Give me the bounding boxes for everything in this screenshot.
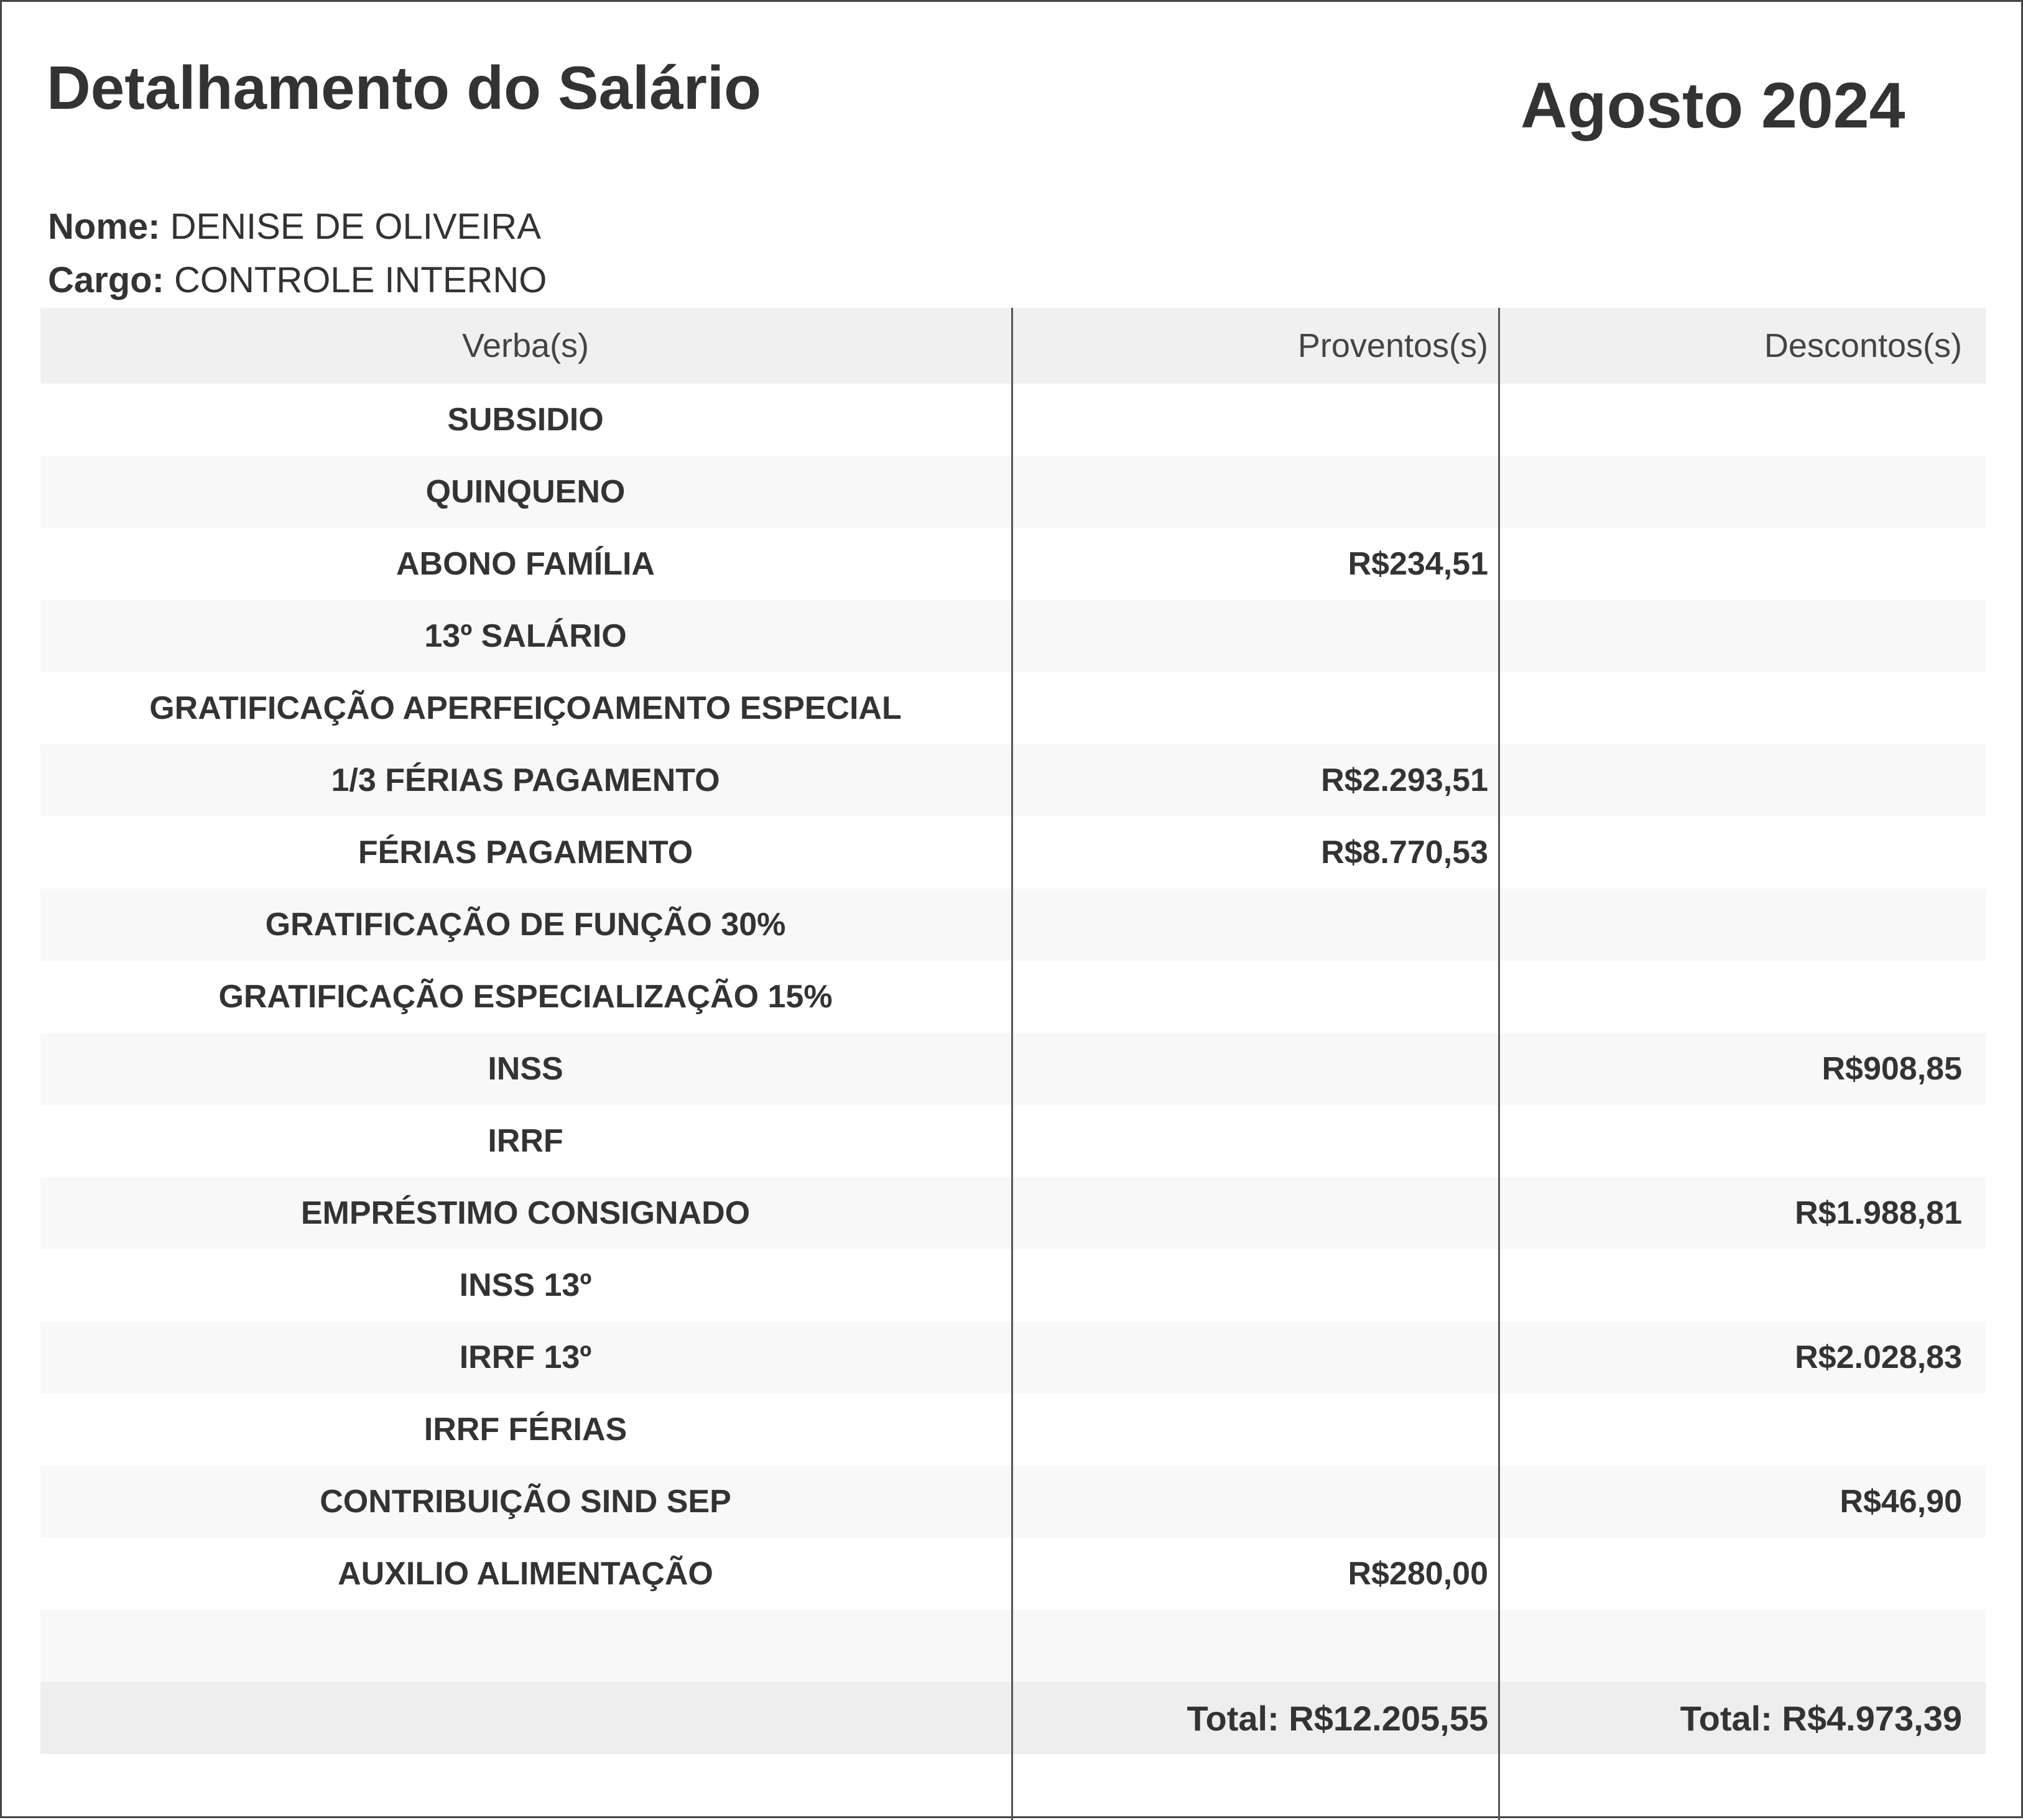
descontos-cell: R$1.988,81 xyxy=(1795,1195,1962,1231)
verba-cell: GRATIFICAÇÃO APERFEIÇOAMENTO ESPECIAL xyxy=(149,690,902,726)
verba-cell: GRATIFICAÇÃO ESPECIALIZAÇÃO 15% xyxy=(218,979,833,1015)
descontos-cell xyxy=(1501,816,1986,889)
column-divider-right xyxy=(1498,308,1500,1820)
descontos-cell xyxy=(1501,744,1986,816)
table-row xyxy=(40,600,1986,672)
table-row xyxy=(40,1610,1986,1682)
name-value: DENISE DE OLIVEIRA xyxy=(170,206,541,247)
proventos-cell: R$280,00 xyxy=(1348,1556,1488,1592)
proventos-cell xyxy=(1011,1105,1513,1177)
total-proventos: Total: R$12.205,55 xyxy=(1187,1698,1488,1738)
totals-row xyxy=(40,1682,1986,1754)
descontos-cell xyxy=(1501,456,1986,528)
table-header-row xyxy=(40,308,1986,384)
verba-cell: INSS 13º xyxy=(459,1267,592,1303)
table-row xyxy=(40,1033,1986,1105)
proventos-cell xyxy=(1011,1249,1513,1321)
verba-cell: AUXILIO ALIMENTAÇÃO xyxy=(338,1556,713,1592)
table-row xyxy=(40,1105,1986,1177)
proventos-cell xyxy=(1011,600,1513,672)
descontos-cell xyxy=(1501,528,1986,600)
proventos-cell xyxy=(1011,1393,1513,1466)
proventos-cell: R$234,51 xyxy=(1348,546,1488,582)
table-row xyxy=(40,961,1986,1033)
employee-name xyxy=(48,206,541,247)
verba-cell: SUBSIDIO xyxy=(447,402,604,438)
table-row xyxy=(40,672,1986,744)
column-header-descontos: Descontos(s) xyxy=(1764,327,1962,364)
table-row xyxy=(40,1321,1986,1393)
table-row xyxy=(40,816,1986,889)
table-row xyxy=(40,1393,1986,1466)
descontos-cell: R$46,90 xyxy=(1840,1484,1962,1520)
descontos-cell xyxy=(1501,961,1986,1033)
table-row xyxy=(40,1466,1986,1538)
descontos-cell xyxy=(1501,1610,1986,1682)
total-descontos: Total: R$4.973,39 xyxy=(1680,1698,1962,1738)
proventos-cell xyxy=(1011,672,1513,744)
role-label: Cargo: xyxy=(48,260,164,300)
totals-empty-cell xyxy=(40,1682,1011,1754)
descontos-cell xyxy=(1501,384,1986,456)
verba-cell: QUINQUENO xyxy=(425,474,626,510)
table-row xyxy=(40,528,1986,600)
verba-cell: IRRF FÉRIAS xyxy=(424,1411,627,1448)
proventos-cell xyxy=(1011,456,1513,528)
verba-cell: IRRF 13º xyxy=(459,1339,592,1375)
column-header-proventos: Proventos(s) xyxy=(1297,327,1488,364)
proventos-cell xyxy=(1011,961,1513,1033)
table-row xyxy=(40,456,1986,528)
proventos-cell: R$8.770,53 xyxy=(1321,834,1488,871)
table-row xyxy=(40,1538,1986,1610)
verba-cell: 13º SALÁRIO xyxy=(424,618,627,654)
proventos-cell xyxy=(1011,1610,1513,1682)
role-value: CONTROLE INTERNO xyxy=(174,260,547,300)
verba-cell: CONTRIBUIÇÃO SIND SEP xyxy=(320,1484,731,1520)
descontos-cell xyxy=(1501,672,1986,744)
descontos-cell xyxy=(1501,1393,1986,1466)
verba-cell: GRATIFICAÇÃO DE FUNÇÃO 30% xyxy=(265,907,786,943)
descontos-cell: R$908,85 xyxy=(1822,1051,1962,1087)
employee-role xyxy=(48,259,547,301)
table-row xyxy=(40,889,1986,961)
verba-cell: EMPRÉSTIMO CONSIGNADO xyxy=(300,1195,751,1231)
descontos-cell xyxy=(1501,1249,1986,1321)
descontos-cell xyxy=(1501,889,1986,961)
proventos-cell xyxy=(1011,1033,1513,1105)
verba-cell xyxy=(40,1610,1011,1682)
descontos-cell: R$2.028,83 xyxy=(1795,1339,1962,1375)
column-header-verba: Verba(s) xyxy=(461,327,590,364)
descontos-cell xyxy=(1501,1538,1986,1610)
proventos-cell xyxy=(1011,889,1513,961)
verba-cell: 1/3 FÉRIAS PAGAMENTO xyxy=(331,762,720,798)
table-row xyxy=(40,384,1986,456)
page-title: Detalhamento do Salário xyxy=(47,53,762,122)
proventos-cell: R$2.293,51 xyxy=(1321,762,1488,798)
verba-cell: INSS xyxy=(488,1051,563,1087)
descontos-cell xyxy=(1501,600,1986,672)
proventos-cell xyxy=(1011,1177,1513,1249)
verba-cell: ABONO FAMÍLIA xyxy=(396,546,655,582)
proventos-cell xyxy=(1011,384,1513,456)
table-row xyxy=(40,1177,1986,1249)
verba-cell: FÉRIAS PAGAMENTO xyxy=(358,834,693,871)
proventos-cell xyxy=(1011,1321,1513,1393)
period-label: Agosto 2024 xyxy=(1521,70,1905,142)
table-row xyxy=(40,1249,1986,1321)
table-row xyxy=(40,744,1986,816)
name-label: Nome: xyxy=(48,206,160,247)
proventos-cell xyxy=(1011,1466,1513,1538)
column-divider-left xyxy=(1011,308,1013,1820)
verba-cell: IRRF xyxy=(488,1123,563,1159)
descontos-cell xyxy=(1501,1105,1986,1177)
